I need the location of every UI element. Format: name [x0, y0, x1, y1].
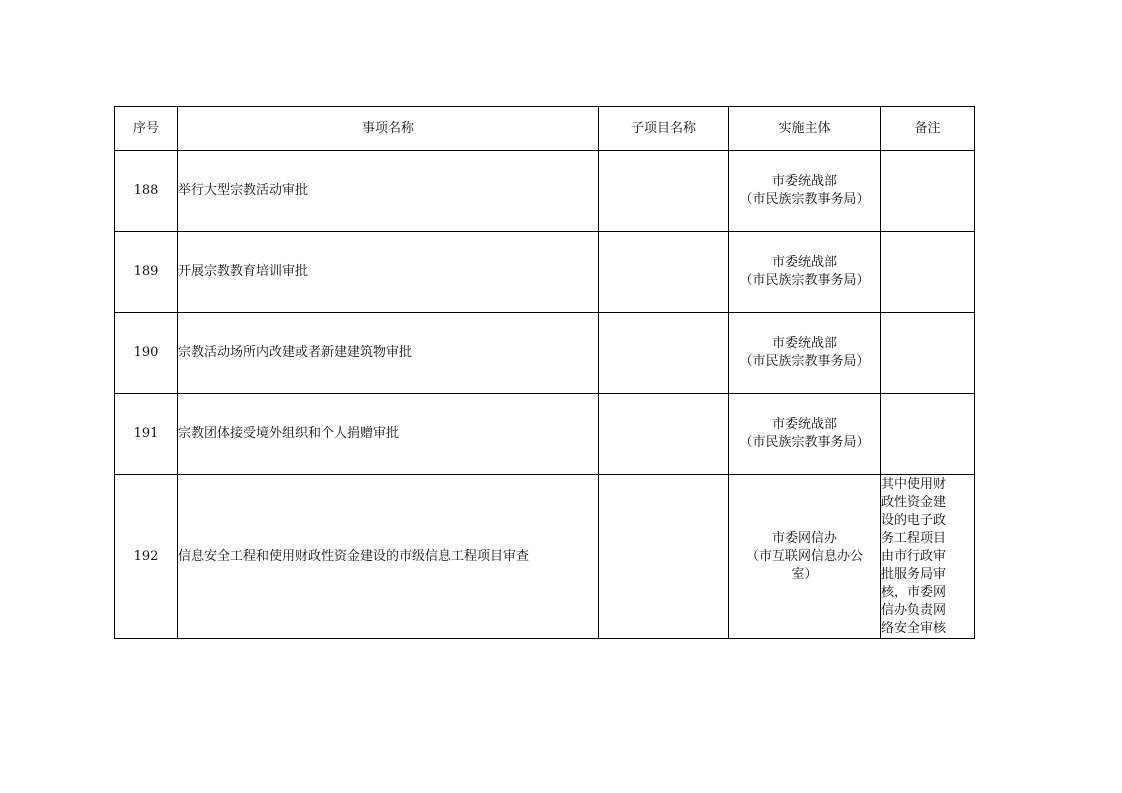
- implementer: [729, 313, 881, 394]
- table-row: [115, 394, 975, 475]
- implementer-line: （市民族宗教事务局）: [739, 435, 870, 450]
- table-row: [115, 313, 975, 394]
- table-header-row: [115, 107, 975, 151]
- remarks-line: 批服务局审: [881, 566, 947, 582]
- implementer-line: 市委统战部: [771, 174, 837, 189]
- remarks-line: 设的电子政: [881, 512, 947, 528]
- item-name: 宗教活动场所内改建或者新建建筑物审批: [178, 313, 599, 394]
- remarks: [881, 313, 975, 394]
- item-name: 举行大型宗教活动审批: [178, 151, 599, 232]
- remarks-line: 其中使用财: [881, 476, 947, 492]
- remarks: [881, 475, 975, 639]
- implementer-line: 市委统战部: [771, 255, 837, 270]
- sub-item-name: [599, 394, 729, 475]
- implementer-line: 市委统战部: [771, 336, 837, 351]
- sub-item-name: [599, 313, 729, 394]
- implementer: [729, 232, 881, 313]
- implementer: [729, 394, 881, 475]
- row-number: 190: [115, 313, 178, 394]
- implementer-line: （市民族宗教事务局）: [739, 192, 870, 207]
- table-row: [115, 475, 975, 639]
- remarks-line: 络安全审核: [881, 620, 947, 636]
- remarks-line: 务工程项目: [881, 530, 947, 546]
- header-no: 序号: [115, 107, 178, 151]
- sub-item-name: [599, 232, 729, 313]
- row-number: 189: [115, 232, 178, 313]
- row-number: 191: [115, 394, 178, 475]
- implementer: [729, 151, 881, 232]
- remarks: [881, 394, 975, 475]
- row-number: 192: [115, 475, 178, 639]
- table-row: [115, 151, 975, 232]
- item-name: 宗教团体接受境外组织和个人捐赠审批: [178, 394, 599, 475]
- header-implementer: 实施主体: [729, 107, 881, 151]
- item-name: 开展宗教教育培训审批: [178, 232, 599, 313]
- header-item-name: 事项名称: [178, 107, 599, 151]
- items-table: [114, 106, 975, 639]
- remarks-line: 政性资金建: [881, 494, 947, 510]
- sub-item-name: [599, 151, 729, 232]
- table-row: [115, 232, 975, 313]
- implementer-line: 市委网信办: [771, 530, 837, 546]
- remarks: [881, 232, 975, 313]
- remarks-line: 核，市委网: [881, 584, 947, 600]
- remarks: [881, 151, 975, 232]
- remarks-line: 由市行政审: [881, 548, 947, 564]
- header-remarks: 备注: [881, 107, 975, 151]
- row-number: 188: [115, 151, 178, 232]
- implementer-line: 市委统战部: [771, 417, 837, 432]
- remarks-line: 信办负责网: [881, 602, 947, 618]
- sub-item-name: [599, 475, 729, 639]
- implementer: [729, 475, 881, 639]
- implementer-line: （市互联网信息办公: [745, 548, 863, 564]
- implementer-line: （市民族宗教事务局）: [739, 354, 870, 369]
- header-sub-item-name: 子项目名称: [599, 107, 729, 151]
- implementer-line: （市民族宗教事务局）: [739, 273, 870, 288]
- item-name: 信息安全工程和使用财政性资金建设的市级信息工程项目审查: [178, 475, 599, 639]
- implementer-line: 室）: [791, 566, 818, 582]
